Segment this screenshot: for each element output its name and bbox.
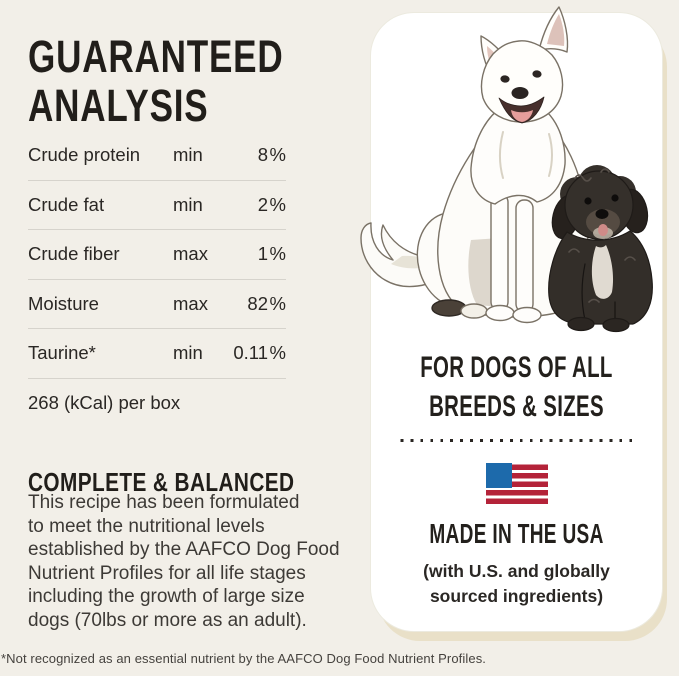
dogs-illustration [353, 2, 675, 334]
guaranteed-analysis-table [28, 131, 286, 379]
table-row [28, 131, 286, 181]
calories-note: 268 (kCal) per box [28, 392, 181, 413]
complete-balanced-title: COMPLETE & BALANCED [28, 466, 295, 497]
sourcing-line-1: (with U.S. and globally [423, 561, 610, 581]
usa-flag-icon [486, 463, 548, 504]
nutrient-qualifier: min [173, 342, 203, 364]
made-in-usa-title: MADE IN THE USA [429, 518, 604, 549]
nutrient-qualifier: max [173, 243, 208, 265]
nutrient-value: 8 [257, 144, 268, 166]
dotted-divider [400, 439, 633, 442]
nutrient-value: 1 [257, 243, 268, 265]
table-row [28, 280, 286, 330]
nutrient-qualifier: min [173, 193, 203, 215]
title-line-1: GUARANTEED [28, 31, 284, 83]
info-card [370, 12, 663, 632]
nutrient-qualifier: min [173, 144, 203, 166]
nutrient-label: Moisture [28, 292, 99, 314]
nutrient-unit: % [269, 144, 286, 166]
nutrient-label: Crude fiber [28, 243, 120, 265]
guaranteed-analysis-title [28, 32, 283, 130]
sourcing-line-2: sourced ingredients) [429, 586, 604, 606]
nutrient-value: 2 [257, 193, 268, 215]
nutrient-unit: % [269, 292, 286, 314]
taurine-footnote: *Not recognized as an essential nutrient by the AAFCO Dog Food Nutrient Profiles. [1, 651, 487, 666]
statement-line: dogs (70lbs or more as an adult). [28, 609, 307, 631]
audience-line-1: FOR DOGS OF ALL [420, 351, 613, 384]
audience-line-2: BREEDS & SIZES [429, 390, 604, 423]
aafco-statement [28, 491, 358, 632]
nutrient-value: 82 [247, 292, 268, 314]
statement-line: Nutrient Profiles for all life stages [28, 562, 306, 584]
nutrient-unit: % [269, 193, 286, 215]
audience-title [418, 348, 616, 426]
nutrient-label: Crude protein [28, 144, 141, 166]
table-row [28, 181, 286, 231]
statement-line: including the growth of large size [28, 586, 305, 607]
nutrient-unit: % [269, 243, 286, 265]
table-row [28, 329, 286, 379]
title-line-2: ANALYSIS [28, 80, 209, 132]
statement-line: This recipe has been formulated [28, 492, 300, 513]
nutrient-label: Crude fat [28, 193, 105, 215]
statement-line: to meet the nutritional levels [28, 515, 265, 537]
nutrient-value: 0.11 [233, 342, 268, 364]
nutrient-unit: % [269, 342, 286, 364]
nutrient-qualifier: max [173, 292, 208, 314]
nutrient-label: Taurine* [28, 342, 96, 364]
sourcing-note [371, 559, 662, 609]
statement-line: established by the AAFCO Dog Food [28, 539, 340, 560]
table-row [28, 230, 286, 280]
